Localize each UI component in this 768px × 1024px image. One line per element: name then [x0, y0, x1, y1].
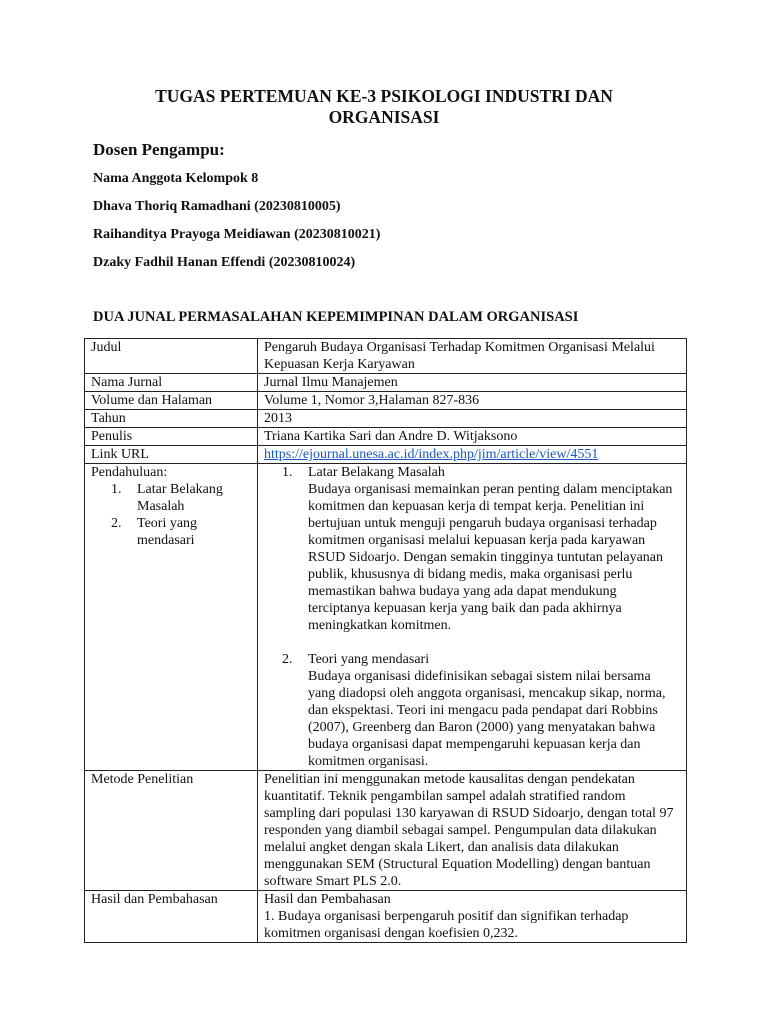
list-number: 1. — [282, 465, 293, 480]
table-row-link — [85, 446, 687, 464]
dosen-pengampu: Dosen Pengampu: — [93, 140, 225, 159]
pendahuluan-outline — [91, 481, 251, 549]
penulis-label: Penulis — [85, 428, 258, 446]
tahun-label: Tahun — [85, 410, 258, 428]
volume-value: Volume 1, Nomor 3,Halaman 827-836 — [258, 392, 687, 410]
journal-url-link[interactable]: https://ejournal.unesa.ac.id/index.php/jim/article/view/4551 — [264, 447, 599, 462]
list-item — [282, 651, 680, 770]
list-text: Teori yang mendasari — [137, 516, 198, 548]
title-line-1: TUGAS PERTEMUAN KE-3 PSIKOLOGI INDUSTRI DAN — [155, 86, 613, 106]
pendahuluan-value-cell — [258, 464, 687, 771]
link-label: Link URL — [85, 446, 258, 464]
table-row-hasil — [85, 891, 687, 943]
section-content — [308, 464, 680, 634]
penulis-value: Triana Kartika Sari dan Andre D. Witjaksono — [258, 428, 687, 446]
member-1: Dhava Thoriq Ramadhani (20230810005) — [93, 199, 341, 214]
judul-label: Judul — [85, 339, 258, 374]
jurnal-label: Nama Jurnal — [85, 374, 258, 392]
pendahuluan-label-cell — [85, 464, 258, 771]
document-title — [100, 86, 668, 128]
hasil-cell — [258, 891, 687, 943]
list-text: Latar Belakang Masalah — [137, 482, 223, 514]
section-heading: Latar Belakang Masalah — [308, 465, 445, 480]
list-spacer — [282, 634, 680, 651]
list-item — [282, 464, 680, 634]
member-2: Raihanditya Prayoga Meidiawan (20230810021) — [93, 227, 381, 242]
journal-table — [84, 338, 687, 943]
pendahuluan-label: Pendahuluan: — [91, 465, 168, 480]
members-heading: Nama Anggota Kelompok 8 — [93, 171, 259, 186]
metode-value: Penelitian ini menggunakan metode kausalitas dengan pendekatan kuantitatif. Teknik pengambilan sampel adalah stratified random sampling dari populasi 130 karyawan di RSUD Sidoarjo, dengan total 97 responden yang diambil sebagai sampel. Pengumpulan data dilakukan melalui angket dengan skala Likert, dan analisis data dilakukan menggunakan SEM (Structural Equation Modelling) dengan bantuan software Smart PLS 2.0. — [258, 771, 687, 891]
jurnal-value: Jurnal Ilmu Manajemen — [258, 374, 687, 392]
section-content — [308, 651, 680, 770]
table-row-jurnal — [85, 374, 687, 392]
link-cell — [258, 446, 687, 464]
table-row-tahun — [85, 410, 687, 428]
list-number: 2. — [111, 516, 122, 531]
pendahuluan-sections — [264, 464, 680, 770]
tahun-value: 2013 — [258, 410, 687, 428]
metode-label: Metode Penelitian — [85, 771, 258, 891]
section-title: DUA JUNAL PERMASALAHAN KEPEMIMPINAN DALAM ORGANISASI — [93, 309, 579, 325]
judul-value: Pengaruh Budaya Organisasi Terhadap Komitmen Organisasi Melalui Kepuasan Kerja Karyawan — [258, 339, 687, 374]
table-row-metode — [85, 771, 687, 891]
table-row-volume — [85, 392, 687, 410]
list-item — [111, 515, 251, 549]
volume-label: Volume dan Halaman — [85, 392, 258, 410]
list-item — [111, 481, 251, 515]
section-heading: Teori yang mendasari — [308, 652, 430, 667]
table-row-penulis — [85, 428, 687, 446]
member-3: Dzaky Fadhil Hanan Effendi (20230810024) — [93, 255, 356, 270]
section-body: Budaya organisasi memainkan peran penting dalam menciptakan komitmen dan kepuasan kerja di tempat kerja. Penelitian ini bertujuan untuk menguji pengaruh budaya organisasi terhadap komitmen organisasi melalui kepuasan kerja pada karyawan RSUD Sidoarjo. Dengan semakin tingginya tuntutan pelayanan publik, khususnya di bidang medis, maka organisasi perlu memastikan bahwa budaya yang ada dapat mendukung terciptanya kepuasan kerja yang baik dan pada akhirnya meningkatkan komitmen. — [308, 482, 673, 633]
list-number: 2. — [282, 652, 293, 667]
hasil-heading: Hasil dan Pembahasan — [264, 892, 391, 907]
section-body: Budaya organisasi didefinisikan sebagai sistem nilai bersama yang diadopsi oleh anggota organisasi, mencakup sikap, norma, dan ekspektasi. Teori ini mengacu pada pendapat dari Robbins (2007), Greenberg dan Baron (2000) yang menyatakan bahwa budaya organisasi dapat mempengaruhi kepuasan kerja dan komitmen organisasi. — [308, 669, 666, 769]
hasil-value: 1. Budaya organisasi berpengaruh positif dan signifikan terhadap komitmen organisasi dengan koefisien 0,232. — [264, 909, 629, 941]
list-number: 1. — [111, 482, 122, 497]
table-row-pendahuluan — [85, 464, 687, 771]
table-row-judul — [85, 339, 687, 374]
hasil-label: Hasil dan Pembahasan — [85, 891, 258, 943]
title-line-2: ORGANISASI — [328, 107, 440, 127]
